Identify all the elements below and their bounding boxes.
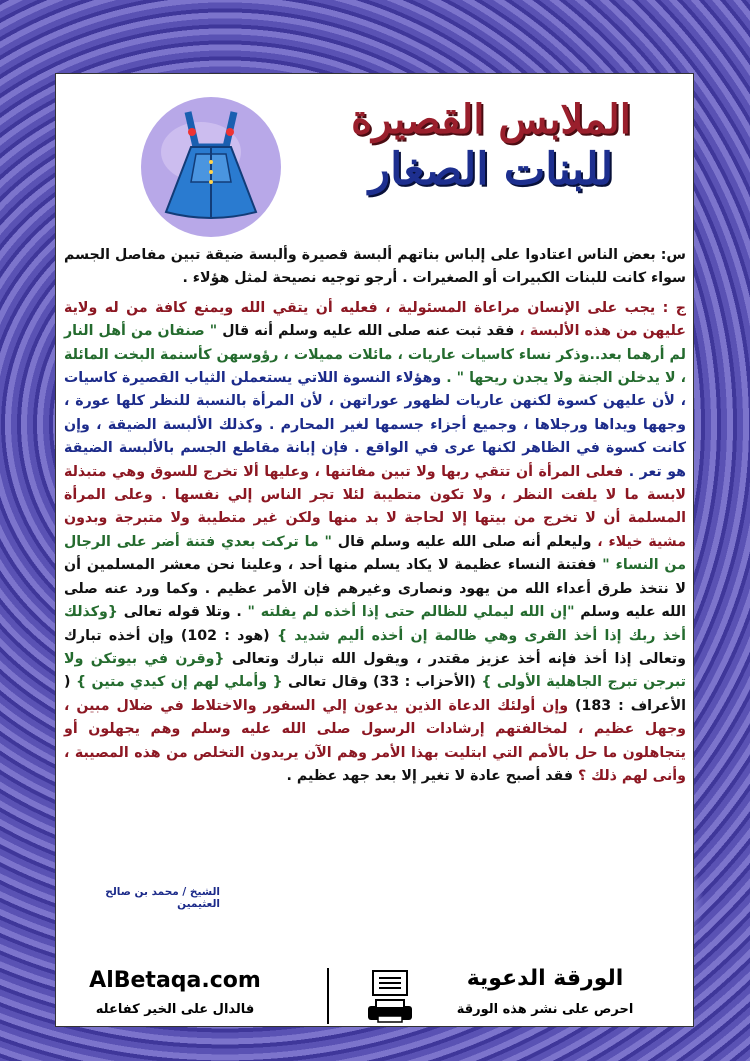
title-block bbox=[301, 96, 681, 196]
author-signature: الشيخ / محمد بن صالح العثيمين bbox=[105, 886, 220, 910]
dress-illustration bbox=[136, 92, 286, 242]
quran-verse: {وقرن في بيوتكن ولا تبرجن تبرج الجاهلية الأولى } bbox=[64, 650, 686, 691]
answer-text bbox=[64, 297, 686, 789]
answer-part: ( الأعراف : 183) bbox=[64, 674, 686, 714]
title-line-2: للبنات الصغار bbox=[368, 144, 614, 195]
site-url[interactable]: AlBetaqa.com bbox=[89, 968, 261, 993]
document-icon bbox=[372, 970, 408, 996]
quran-verse: { وأملي لهم إن كيدي متين } bbox=[75, 674, 283, 691]
hadith-quote: " صنفان من أهل النار لم أرهما بعد..وذكر نساء كاسيات عاريات ، مائلات مميلات ، رؤوسهن كأسنمة البخت المائلة ، لا يدخلن الجنة ولا يجدن ريحها " . bbox=[64, 323, 686, 387]
question-text: س: بعض الناس اعتادوا على إلباس بناتهم ألبسة قصيرة وألبسة ضيقة تبين مفاصل الجسم سواء كانت للبنات الكبيرات أو الصغيرات . أرجو توجيه نصيحة لمثل هؤلاء . bbox=[64, 247, 686, 287]
answer-part: فعلى المرأة أن تتقي ربها ولا تبين مفاتنها ، وعليها ألا تخرج للسوق وهي متبذلة لابسة ما لا يلفت النظر ، ولا تكون متطيبة لئلا تجر الناس إلي نفسها . وعلى المرأة المسلمة أن لا تخرج من بيتها إلا لحاجة لا بد منها ولكن غير متطيبة ولا متبرجة وبدون مشية خيلاء ، bbox=[64, 463, 686, 550]
article-body bbox=[64, 244, 686, 788]
answer-part: ففتنة النساء عظيمة لا يكاد يسلم منها أحد ، وعلينا نحن معشر المسلمين أن لا نتخذ طرق أعداء الله من يهود ونصارى وغيرهم فإن الأمر عظيم . وكما ورد عنه صلى الله عليه وسلم bbox=[64, 557, 686, 621]
answer-part: (هود : 102) وإن أخذه تبارك وتعالى إذا أخذ فإنه أخذ عزيز مقتدر ، ويقول الله تبارك وتعالى bbox=[64, 627, 686, 667]
footer-slogan: فالدال على الخير كفاعله bbox=[95, 1002, 255, 1017]
paper-sheet bbox=[55, 73, 694, 1027]
answer-part: فقد ثبت عنه صلى الله عليه وسلم أنه قال bbox=[222, 323, 515, 340]
answer-part: (الأحزاب : 33) وقال تعالى bbox=[288, 674, 476, 691]
answer-part: وإن أولئك الدعاة الذين يدعون إلي السفور والاختلاط في ضلال مبين ، وجهل عظيم ، لمخالفتهم إرشادات الرسول صلى الله عليه وسلم وهم يجهلون أو يتجاهلون ما حل بالأمم التي ابتليت بهذا الأمر وهم الآن يريدون التخلص من هذه المصيبة ، وأنى لهم ذلك ؟ bbox=[64, 697, 686, 784]
answer-part: فقد أصبح عادة لا تغير إلا بعد جهد عظيم . bbox=[286, 767, 573, 784]
footer-divider bbox=[327, 968, 329, 1024]
brand-subtitle: احرص على نشر هذه الورقة bbox=[456, 1002, 634, 1017]
hadith-quote: "إن الله ليملي للظالم حتى إذا أخذه لم يفلته " bbox=[247, 604, 575, 621]
title-line-1: الملابس القصيرة bbox=[351, 96, 631, 143]
printer-icon bbox=[366, 998, 414, 1024]
answer-part: وهؤلاء النسوة اللاتي يستعملن الثياب القصيرة كاسيات ، لأن عليهن كسوة لكنهن عاريات لظهور عوراتهن ، لأن المرأة بالنسبة للنظر كلها عورة ، وجهها ويداها ورجلاها ، وجميع أجزاء جسمها لغير المحارم . وكذلك الألبسة الضيقة ، وإن كانت كسوة في الظاهر لكنها عرى في الواقع . فإن إبانة مقاطع الجسم بالألبسة الضيقة هو تعر . bbox=[64, 370, 686, 480]
answer-part: وليعلم أنه صلى الله عليه وسلم قال bbox=[337, 533, 592, 550]
hadith-quote: " ما تركت بعدي فتنة أضر على الرجال من النساء " bbox=[64, 533, 686, 574]
answer-part: . وتلا قوله تعالى bbox=[123, 604, 242, 621]
brand-title: الورقة الدعوية bbox=[466, 966, 624, 991]
quran-verse: {وكذلك أخذ ربك إذا أخذ القرى وهي ظالمة إن أخذه أليم شديد } bbox=[64, 604, 686, 644]
answer-part: ج : يجب على الإنسان مراعاة المسئولية ، فعليه أن يتقي الله ويمنع كافة من له ولاية عليهن من هذه الألبسة ، bbox=[64, 299, 686, 340]
